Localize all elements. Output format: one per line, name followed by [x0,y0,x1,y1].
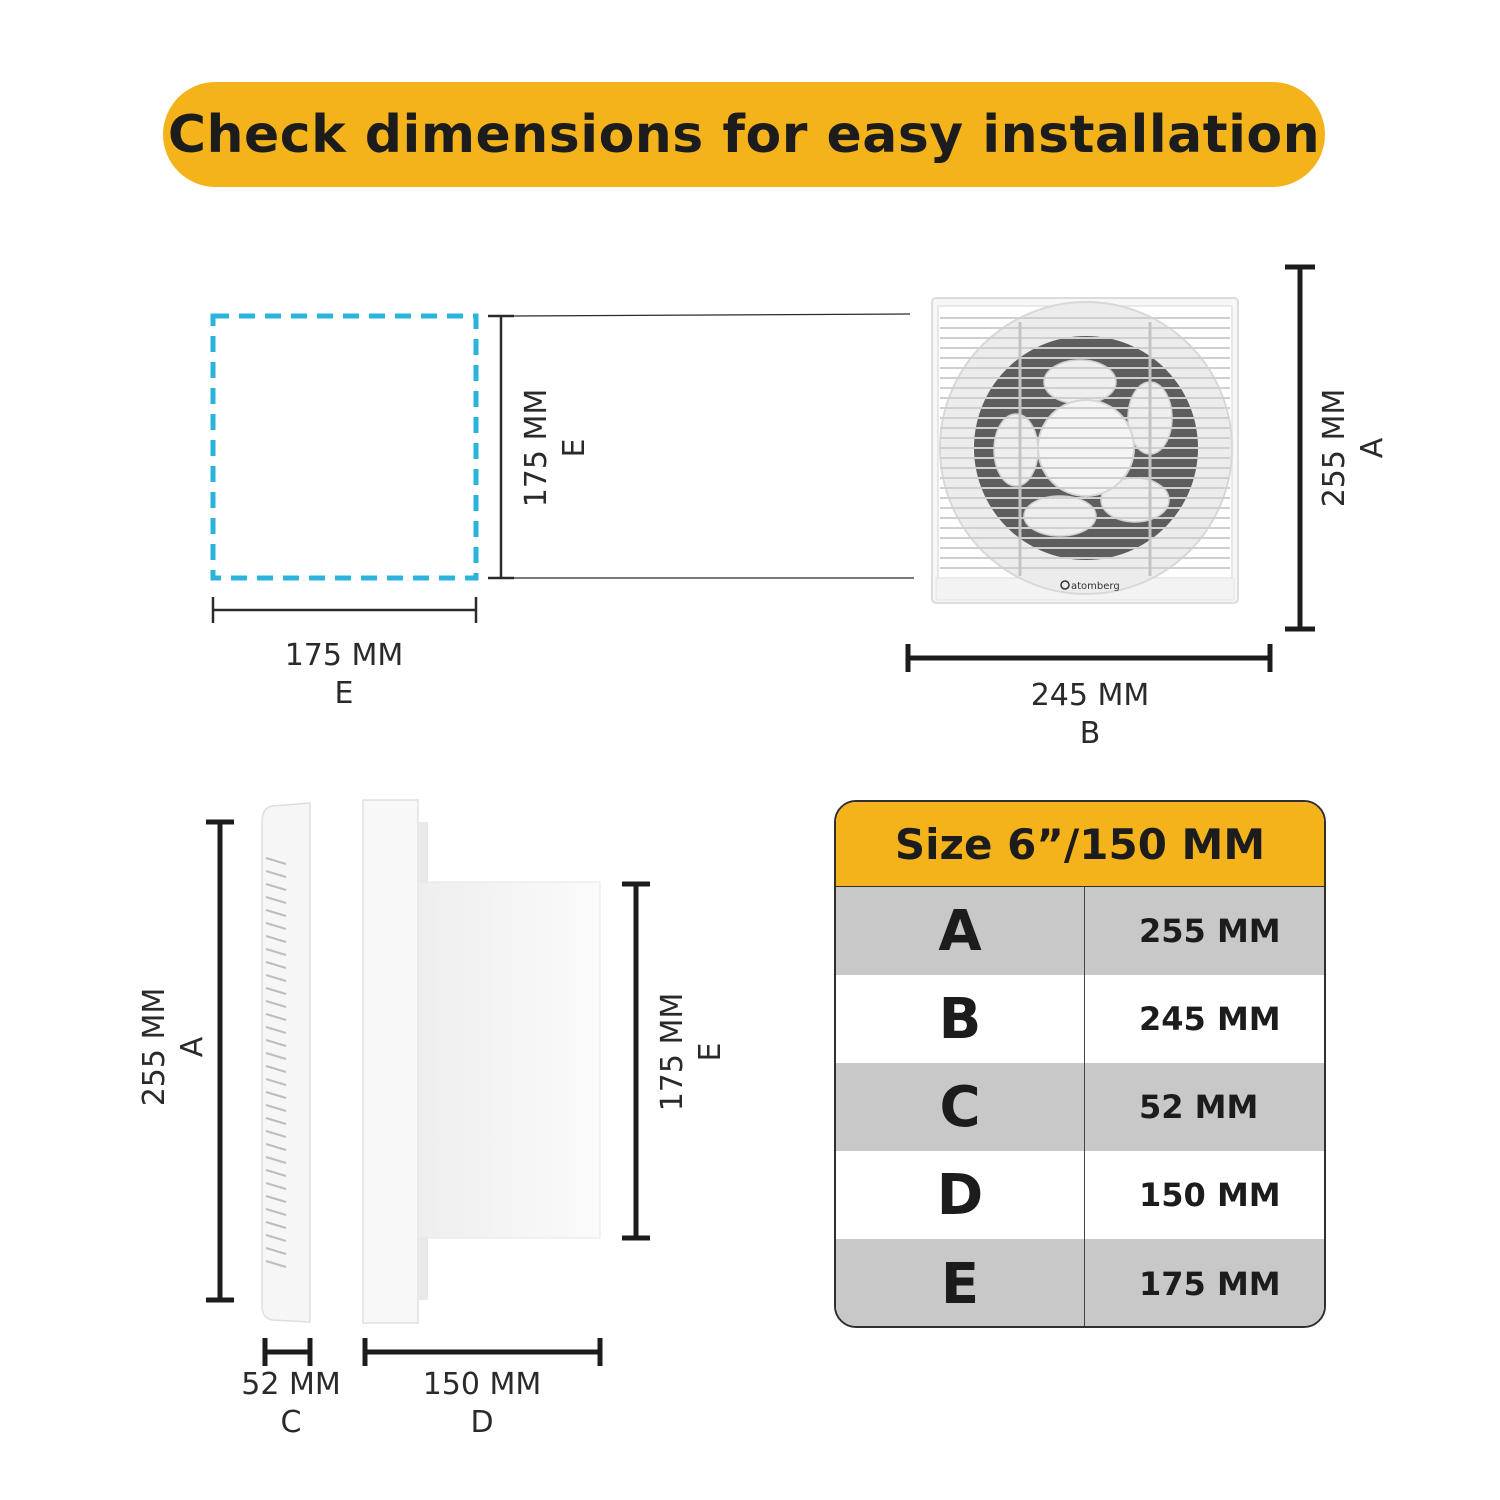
duct-height-dimension-line [622,884,650,1238]
cutout-height-label [518,348,594,548]
dimension-value: 150 MM [422,1367,542,1402]
brand-logo-text: atomberg [1071,581,1120,592]
grille-depth-label [211,1366,371,1442]
row-letter: D [836,1151,1085,1239]
row-value: 175 MM [1139,1265,1281,1303]
size-table [834,800,1326,1328]
size-table-header [836,802,1324,887]
dimension-value: 175 MM [519,388,554,508]
table-row [836,1239,1324,1328]
row-letter: E [836,1239,1085,1328]
row-letter: A [836,887,1085,975]
page-title: Check dimensions for easy installation [167,104,1321,165]
row-value: 150 MM [1139,1176,1281,1214]
duct-depth-dimension-line [365,1338,600,1366]
table-row [836,975,1324,1063]
dimension-value: 175 MM [655,992,690,1112]
dimension-value: 175 MM [284,638,404,673]
fan-side-panel [363,800,418,1323]
row-letter: B [836,975,1085,1063]
dimension-letter: E [557,438,592,458]
row-value: 52 MM [1139,1088,1259,1126]
dimension-value: 255 MM [1317,388,1352,508]
table-row [836,1063,1324,1151]
dimension-letter: A [175,1036,210,1058]
fan-height-dimension-line [1285,267,1315,629]
dimension-value: 245 MM [1030,678,1150,713]
cutout-width-label [244,637,444,713]
size-table-title: Size 6”/150 MM [894,819,1266,869]
cutout-width-dimension-line [213,597,476,623]
table-row [836,1151,1324,1239]
dimension-letter: E [334,676,354,711]
dimension-value: 255 MM [137,987,172,1107]
row-value: 255 MM [1139,912,1281,950]
dimension-letter: E [693,1042,728,1062]
fan-front-illustration [932,298,1238,603]
row-value: 245 MM [1139,1000,1281,1038]
grille-depth-dimension-line [265,1338,310,1366]
dimension-letter: C [280,1405,302,1440]
fan-duct [418,882,600,1238]
side-height-label [136,947,212,1147]
fan-width-dimension-line [908,644,1270,672]
fan-width-label [990,677,1190,753]
cutout-outline [213,316,476,578]
row-letter: C [836,1063,1085,1151]
duct-height-label [654,952,730,1152]
dimension-value: 52 MM [241,1367,341,1402]
duct-depth-label [402,1366,562,1442]
dimension-letter: D [470,1405,494,1440]
dimension-letter: B [1079,716,1101,751]
dimension-letter: A [1355,437,1390,459]
fan-height-label [1316,348,1392,548]
fan-side-grille [262,803,310,1322]
table-row [836,887,1324,975]
cutout-height-dimension-line [488,316,514,578]
